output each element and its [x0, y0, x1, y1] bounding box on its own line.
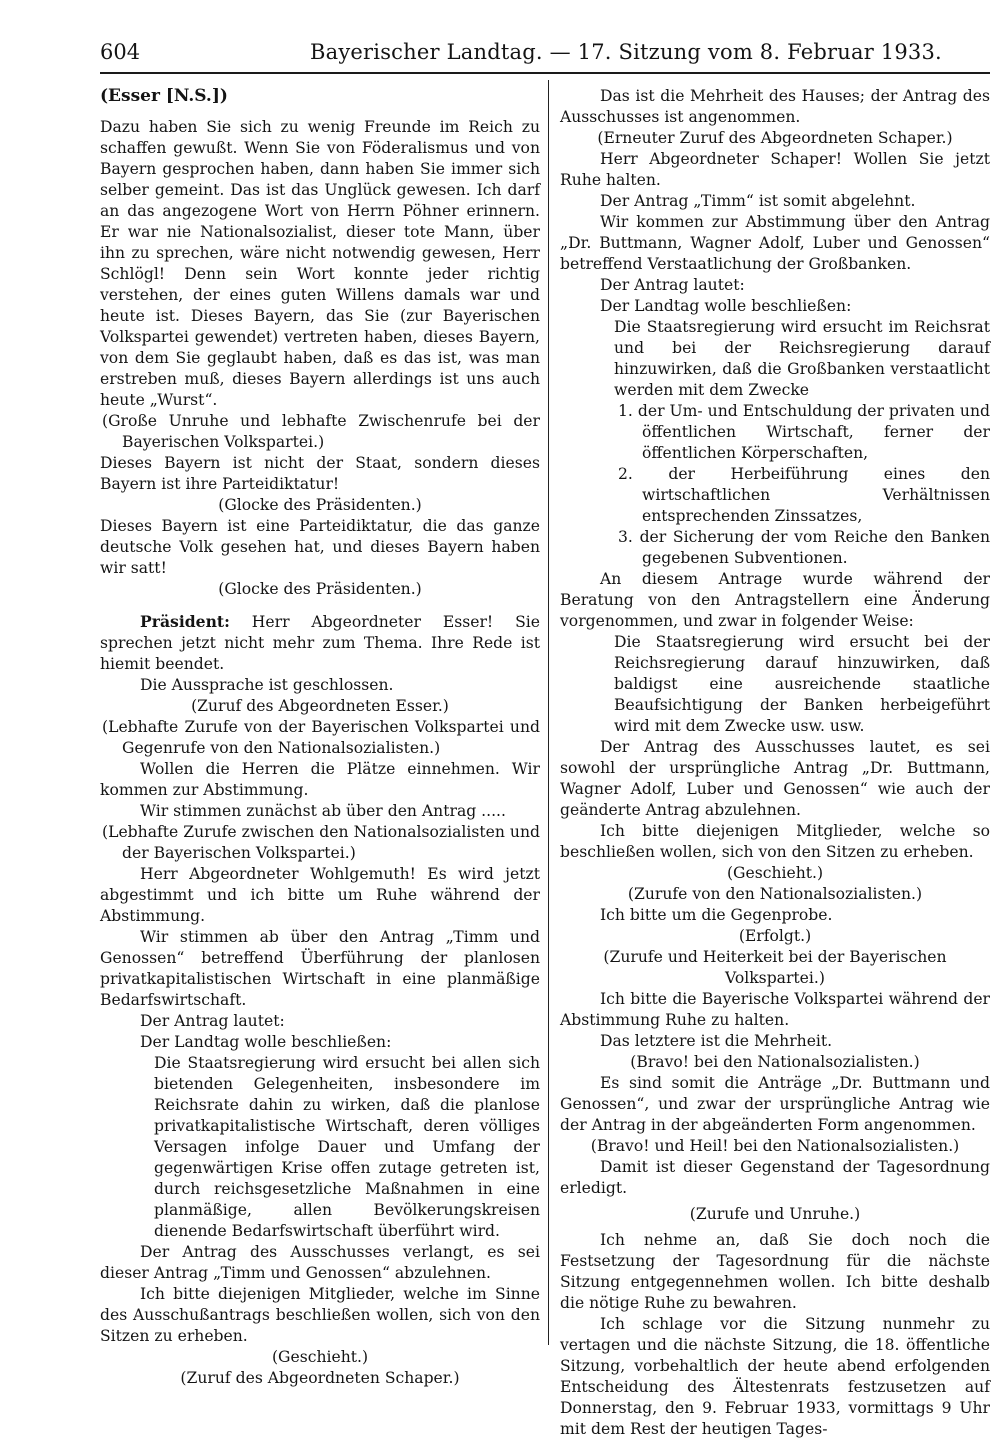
interjection: (Zurufe von den Nationalsozialisten.): [627, 885, 923, 903]
interjection: (Zuruf des Abgeordneten Schaper.): [180, 1369, 460, 1387]
interjection: (Große Unruhe und lebhafte Zwischenrufe bei der Bayerischen Volkspartei.): [102, 412, 540, 451]
president-paragraph: [100, 611, 540, 675]
motion-intro: Der Landtag wolle beschließen:: [600, 297, 852, 315]
paragraph: Ich bitte diejenigen Mitglieder, welche im Sinne des Ausschußantrags beschließen wollen, sich von den Sitzen zu erheben.: [100, 1285, 540, 1345]
interjection: (Geschieht.): [726, 864, 824, 882]
paragraph: Der Antrag des Ausschusses lautet, es sei sowohl der ursprüngliche Antrag „Dr. Buttmann, Wagner Adolf, Luber und Genossen“ wie auch der geänderte Antrag abzulehnen.: [560, 738, 990, 819]
paragraph: Der Antrag des Ausschusses verlangt, es sei dieser Antrag „Timm und Genossen“ abzulehnen.: [100, 1243, 540, 1282]
interjection: (Zurufe und Unruhe.): [689, 1205, 861, 1223]
motion-list-item: 3. der Sicherung der vom Reiche den Banken gegebenen Subventionen.: [618, 528, 990, 567]
interjection: (Erfolgt.): [738, 927, 812, 945]
speaker-label: Präsident:: [140, 612, 230, 631]
paragraph: Wollen die Herren die Plätze einnehmen. Wir kommen zur Abstimmung.: [100, 760, 540, 799]
speaker-heading: (Esser [N.S.]): [100, 86, 228, 106]
interjection: (Lebhafte Zurufe zwischen den Nationalsozialisten und der Bayerischen Volkspartei.): [102, 823, 540, 862]
paragraph: Damit ist dieser Gegenstand der Tagesordnung erledigt.: [560, 1158, 990, 1197]
paragraph: Wir stimmen ab über den Antrag „Timm und Genossen“ betreffend Überführung der planlosen privatkapitalistischen Wirtschaft in eine planmäßige Bedarfswirtschaft.: [100, 928, 540, 1009]
paragraph: Ich bitte die Bayerische Volkspartei während der Abstimmung Ruhe zu halten.: [560, 990, 990, 1029]
paragraph: Herr Abgeordneter Wohlgemuth! Es wird jetzt abgestimmt und ich bitte um Ruhe während der Abstimmung.: [100, 865, 540, 925]
interjection: (Zuruf des Abgeordneten Esser.): [191, 697, 449, 715]
paragraph: Ich schlage vor die Sitzung nunmehr zu vertagen und die nächste Sitzung, die 18. öffentliche Sitzung, vorbehaltlich der heute abend erfolgenden Entscheidung des Ältestenrats festzusetzen auf Donnerstag, den 9. Februar 1933, vormittags 9 Uhr mit dem Rest der heutigen Tages-: [560, 1315, 990, 1438]
paragraph: Wir stimmen zunächst ab über den Antrag .....: [140, 802, 506, 820]
page-header: [100, 40, 1000, 70]
paragraph: Ich bitte um die Gegenprobe.: [600, 906, 833, 924]
paragraph: Das letztere ist die Mehrheit.: [600, 1032, 833, 1050]
paragraph: Wir kommen zur Abstimmung über den Antrag „Dr. Buttmann, Wagner Adolf, Luber und Genossen“ betreffend Verstaatlichung der Großbanken.: [560, 213, 990, 273]
motion-text: Die Staatsregierung wird ersucht im Reichsrat und bei der Reichsregierung darauf hinzuwirken, daß die Großbanken verstaatlicht werden mit dem Zwecke: [614, 318, 990, 399]
interjection: (Glocke des Präsidenten.): [218, 580, 422, 598]
left-column: [100, 86, 540, 1389]
paragraph: Dieses Bayern ist nicht der Staat, sondern dieses Bayern ist ihre Parteidiktatur!: [100, 454, 540, 493]
right-column: [560, 86, 990, 1440]
paragraph: Der Antrag „Timm“ ist somit abgelehnt.: [600, 192, 916, 210]
interjection: (Bravo! und Heil! bei den Nationalsozialisten.): [590, 1137, 960, 1155]
paragraph: Dazu haben Sie sich zu wenig Freunde im Reich zu schaffen gewußt. Wenn Sie von Föderalismus und von Bayern gesprochen haben, dann haben Sie immer sich selber gemeint. Das ist das Unglück gewesen. Ich darf an das angezogene Wort von Herrn Pöhner erinnern. Er war nie Nationalsozialist, dieser tote Mann, über ihn zu sprechen, wäre nicht notwendig gewesen, Herr Schlögl! Denn sein Wort konnte jeder richtig verstehen, der eines guten Willens damals war und heute ist. Dieses Bayern, das Sie (zur Bayerischen Volkspartei gewendet) vertreten haben, dieses Bayern, von dem Sie geglaubt haben, daß es das ist, was man erstreben muß, dieses Bayern allerdings ist uns auch heute „Wurst“.: [100, 118, 540, 409]
paragraph: Herr Abgeordneter Schaper! Wollen Sie jetzt Ruhe halten.: [560, 150, 990, 189]
paragraph: Die Aussprache ist geschlossen.: [140, 676, 394, 694]
interjection: (Geschieht.): [271, 1348, 369, 1366]
amended-motion-text: Die Staatsregierung wird ersucht bei der Reichsregierung darauf hinzuwirken, daß baldigst eine ausreichende staatliche Beaufsichtigung der Banken herbeigeführt wird mit dem Zwecke usw. usw.: [614, 633, 990, 735]
paragraph: Dieses Bayern ist eine Parteidiktatur, die das ganze deutsche Volk gesehen hat, und dieses Bayern haben wir satt!: [100, 517, 540, 577]
president-text: Herr Abgeordneter Esser! Sie sprechen jetzt nicht mehr zum Thema. Ihre Rede ist hiemit beendet.: [100, 613, 540, 673]
paragraph: Der Antrag lautet:: [600, 276, 745, 294]
paragraph: Es sind somit die Anträge „Dr. Buttmann und Genossen“, und zwar der ursprüngliche Antrag wie der Antrag in der abgeänderten Form angenommen.: [560, 1074, 990, 1134]
column-divider: [548, 80, 549, 1345]
interjection: (Glocke des Präsidenten.): [218, 496, 422, 514]
page-number: 604: [100, 40, 141, 64]
paragraph: Das ist die Mehrheit des Hauses; der Antrag des Ausschusses ist angenommen.: [560, 87, 990, 126]
motion-intro: Der Landtag wolle beschließen:: [140, 1033, 392, 1051]
paragraph: Der Antrag lautet:: [140, 1012, 285, 1030]
interjection: (Zurufe und Heiterkeit bei der Bayerischen Volkspartei.): [603, 948, 947, 987]
motion-text: Die Staatsregierung wird ersucht bei allen sich bietenden Gelegenheiten, insbesondere im Reichsrate dahin zu wirken, daß die planlose privatkapitalistische Wirtschaft, deren völliges Versagen infolge Dauer und Umfang der gegenwärtigen Krise offen zutage getreten ist, durch reichsgesetzliche Maßnahmen in eine planmäßige, allen Bevölkerungskreisen dienende Bedarfswirtschaft überführt wird.: [154, 1054, 540, 1240]
paragraph: Ich nehme an, daß Sie doch noch die Festsetzung der Tagesordnung für die nächste Sitzung entgegennehmen wollen. Ich bitte deshalb die nötige Ruhe zu bewahren.: [560, 1231, 990, 1312]
interjection: (Bravo! bei den Nationalsozialisten.): [630, 1053, 920, 1071]
running-title: Bayerischer Landtag. — 17. Sitzung vom 8. Februar 1933.: [310, 40, 942, 64]
motion-list-item: 2. der Herbeiführung eines den wirtschaftlichen Verhältnissen entsprechenden Zinssatzes,: [618, 465, 990, 525]
paragraph: Ich bitte diejenigen Mitglieder, welche so beschließen wollen, sich von den Sitzen zu erheben.: [560, 822, 990, 861]
interjection: (Erneuter Zuruf des Abgeordneten Schaper.): [597, 129, 953, 147]
paragraph: An diesem Antrage wurde während der Beratung von den Antragstellern eine Änderung vorgenommen, und zwar in folgender Weise:: [560, 570, 990, 630]
header-rule: [100, 72, 990, 74]
interjection: (Lebhafte Zurufe von der Bayerischen Volkspartei und Gegenrufe von den Nationalsozialisten.): [102, 718, 540, 757]
motion-list-item: 1. der Um- und Entschuldung der privaten und öffentlichen Wirtschaft, ferner der öffentlichen Körperschaften,: [618, 402, 990, 462]
